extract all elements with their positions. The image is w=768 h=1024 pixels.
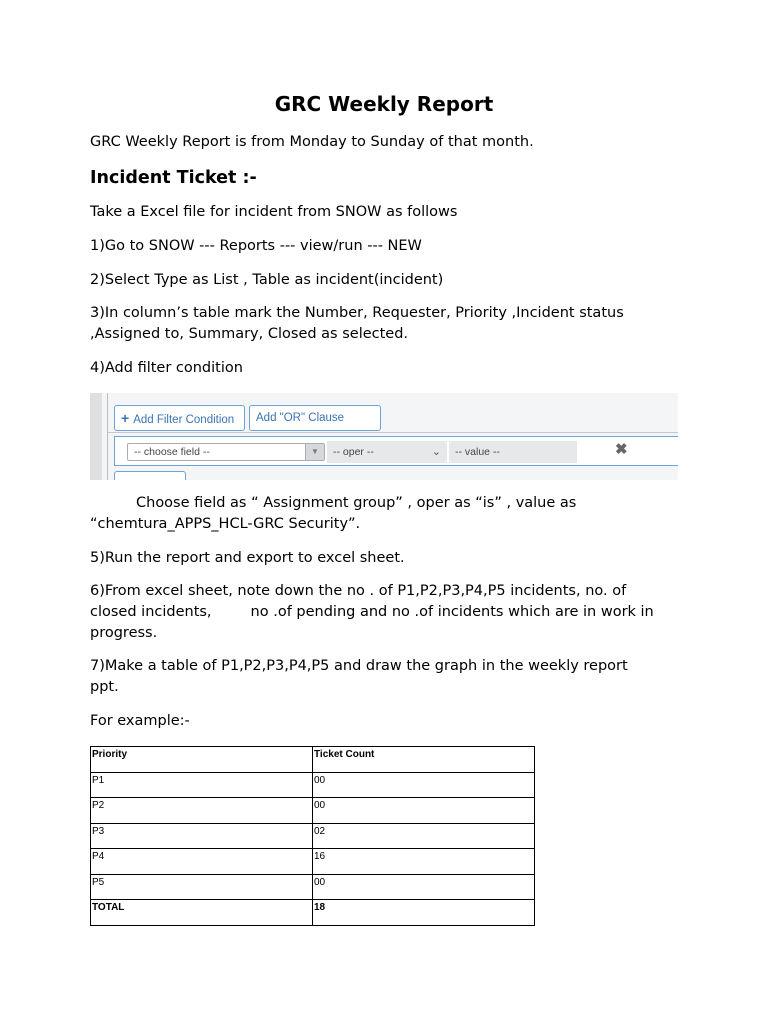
step-6-line-3: progress. [90,625,158,641]
step-6-line-2: closed incidents, no .of pending and no .of incidents which are in work in [90,604,654,620]
table-cell-priority: P5 [91,874,313,900]
step-2: 2)Select Type as List , Table as incident(incident) [90,272,444,288]
step-3-line-1: 3)In column’s table mark the Number, Requester, Priority ,Incident status [90,305,624,321]
table-row [91,772,535,798]
add-filter-condition-button[interactable]: + Add Filter Condition [114,405,245,431]
step-5: 5)Run the report and export to excel sheet. [90,550,405,566]
filter-condition-screenshot [90,393,678,480]
table-cell-priority: P1 [91,772,313,798]
step-7-line-1: 7)Make a table of P1,P2,P3,P4,P5 and draw the graph in the weekly report [90,658,628,674]
dropdown-arrow-icon: ▼ [305,444,324,460]
table-total-value: 18 [313,900,535,926]
step-6-line-1: 6)From excel sheet, note down the no . of P1,P2,P3,P4,P5 incidents, no. of [90,583,627,599]
step-7-line-2: ppt. [90,679,119,695]
table-cell-count: 02 [313,823,535,849]
table-cell-count: 00 [313,772,535,798]
step-1: 1)Go to SNOW --- Reports --- view/run --- NEW [90,238,422,254]
intro-paragraph: GRC Weekly Report is from Monday to Sunday of that month. [90,134,534,150]
table-cell-priority: P3 [91,823,313,849]
table-row [91,849,535,875]
filter-condition-row [114,436,678,466]
table-cell-priority: P4 [91,849,313,875]
choose-field-line-1: Choose field as “ Assignment group” , oper as “is” , value as [136,495,577,511]
table-header-row [91,747,535,773]
table-row [91,823,535,849]
remove-condition-icon[interactable]: ✖ [615,441,628,458]
excel-paragraph: Take a Excel file for incident from SNOW as follows [90,204,458,220]
add-or-clause-button[interactable]: Add "OR" Clause [249,405,381,431]
priority-ticket-table [90,746,535,926]
page-title: GRC Weekly Report [274,92,494,116]
choose-field-line-2: “chemtura_APPS_HCL-GRC Security”. [90,516,361,532]
step-4: 4)Add filter condition [90,360,243,376]
choose-field-select[interactable]: -- choose field -- ▼ [127,443,325,461]
step-3-line-2: ,Assigned to, Summary, Closed as selected. [90,326,409,342]
table-cell-count: 16 [313,849,535,875]
section-heading: Incident Ticket :- [90,168,257,188]
table-cell-priority: P2 [91,798,313,824]
operator-select[interactable]: -- oper -- ⌄ [327,441,447,463]
plus-icon: + [121,410,130,426]
table-row [91,798,535,824]
table-header-priority: Priority [91,747,313,773]
table-total-label: TOTAL [91,900,313,926]
table-header-ticket-count: Ticket Count [313,747,535,773]
chevron-down-icon: ⌄ [431,446,441,458]
example-label: For example:- [90,713,190,729]
table-cell-count: 00 [313,874,535,900]
table-cell-count: 00 [313,798,535,824]
table-row [91,874,535,900]
table-total-row [91,900,535,926]
value-input[interactable]: -- value -- [449,441,577,463]
